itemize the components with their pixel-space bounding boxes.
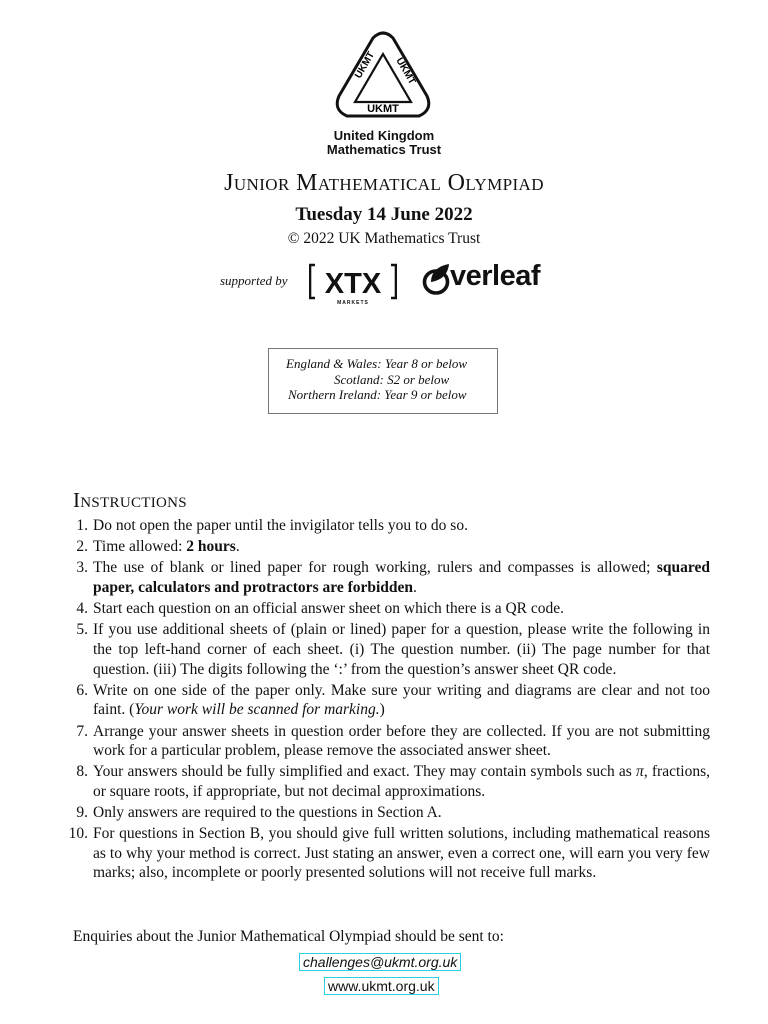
email-link[interactable]: challenges@ukmt.org.uk xyxy=(299,953,461,971)
instruction-text: For questions in Section B, you should give full written solutions, including mathematical reasons as to why your method is correct. Just stating an answer, even a correct one, will earn you very few marks; also, incomplete or poorly presented solutions will not receive full marks. xyxy=(93,825,710,882)
supported-by-label: supported by xyxy=(220,273,288,288)
overleaf-leaf-icon xyxy=(422,262,452,296)
eligibility-england-wales: England & Wales: Year 8 or below xyxy=(286,356,468,371)
svg-text:UKMT: UKMT xyxy=(367,103,399,115)
instruction-text: . xyxy=(413,578,417,596)
org-name-line2: Mathematics Trust xyxy=(326,142,442,157)
instruction-item xyxy=(60,620,710,679)
instruction-text: Time allowed: xyxy=(93,538,187,556)
copyright-line: © 2022 UK Mathematics Trust xyxy=(287,230,481,247)
instructions-heading: Instructions xyxy=(73,488,187,512)
instructions-list xyxy=(60,516,710,885)
instruction-text: Start each question on an official answer sheet on which there is a QR code. xyxy=(93,600,565,618)
instruction-item xyxy=(60,762,710,801)
instruction-text: . xyxy=(235,538,240,556)
instruction-text: Your answers should be fully simplified and exact. They may contain symbols such as xyxy=(93,763,637,781)
instruction-text: If you use additional sheets of (plain or lined) paper for a question, please write the following in the top left-hand corner of each sheet. (i) The question number. (ii) The page number for that question. (iii) The digits following the ‘:’ from the question’s answer sheet QR code. xyxy=(93,621,710,678)
instruction-text: 2 hours xyxy=(186,538,236,556)
instruction-text: ) xyxy=(379,701,385,719)
instruction-item xyxy=(60,824,710,883)
paper-title: Junior Mathematical Olympiad xyxy=(224,170,544,196)
instruction-text: Only answers are required to the questions in Section A. xyxy=(93,804,442,822)
overleaf-logo-text: verleaf xyxy=(450,260,541,292)
svg-text:MARKETS: MARKETS xyxy=(337,300,369,306)
instruction-number: 4. xyxy=(76,600,88,618)
instruction-item xyxy=(60,722,710,761)
paper-date: Tuesday 14 June 2022 xyxy=(295,204,473,225)
instruction-number: 6. xyxy=(76,681,88,699)
instruction-number: 8. xyxy=(76,763,88,781)
eligibility-scotland: Scotland: S2 or below xyxy=(334,372,450,387)
instruction-text: Do not open the paper until the invigilator tells you to do so. xyxy=(93,517,468,534)
instruction-item xyxy=(60,681,710,720)
instruction-text: Write on one side of the paper only. Make sure your writing and diagrams are clear and not too faint. ( xyxy=(93,681,710,719)
instruction-item xyxy=(60,516,710,536)
instruction-item xyxy=(60,803,710,823)
eligibility-box xyxy=(268,348,498,414)
instruction-text: Arrange your answer sheets in question order before they are collected. If you are not submitting work for a particular problem, please remove the associated answer sheet. xyxy=(93,722,710,760)
instruction-text: The use of blank or lined paper for rough working, rulers and compasses is allowed; xyxy=(93,559,657,577)
eligibility-northern-ireland: Northern Ireland: Year 9 or below xyxy=(288,387,467,402)
org-name-line1: United Kingdom xyxy=(333,128,435,143)
svg-text:UKMT: UKMT xyxy=(393,56,418,87)
instruction-number: 9. xyxy=(76,804,88,822)
instruction-text: π xyxy=(636,763,644,781)
instruction-number: 1. xyxy=(76,517,88,534)
svg-text:UKMT: UKMT xyxy=(353,49,378,81)
instruction-number: 10. xyxy=(68,825,88,843)
website-link[interactable]: www.ukmt.org.uk xyxy=(324,977,439,995)
enquiries-text: Enquiries about the Junior Mathematical Olympiad should be sent to: xyxy=(73,928,504,945)
ukmt-logo xyxy=(333,30,433,126)
instruction-number: 5. xyxy=(76,621,88,639)
instruction-number: 2. xyxy=(76,538,88,556)
svg-text:XTX: XTX xyxy=(324,268,382,300)
instruction-item xyxy=(60,599,710,619)
instruction-number: 7. xyxy=(76,722,88,740)
instruction-item xyxy=(60,537,710,557)
instruction-text: Your work will be scanned for marking. xyxy=(134,701,380,719)
instruction-text: , fractions, or square roots, if appropriate, but not decimal approximations. xyxy=(93,763,710,800)
xtx-markets-logo xyxy=(309,262,397,306)
instruction-item xyxy=(60,558,710,597)
instruction-number: 3. xyxy=(76,559,88,577)
instruction-text: squared paper, calculators and protractors are forbidden xyxy=(93,559,710,596)
